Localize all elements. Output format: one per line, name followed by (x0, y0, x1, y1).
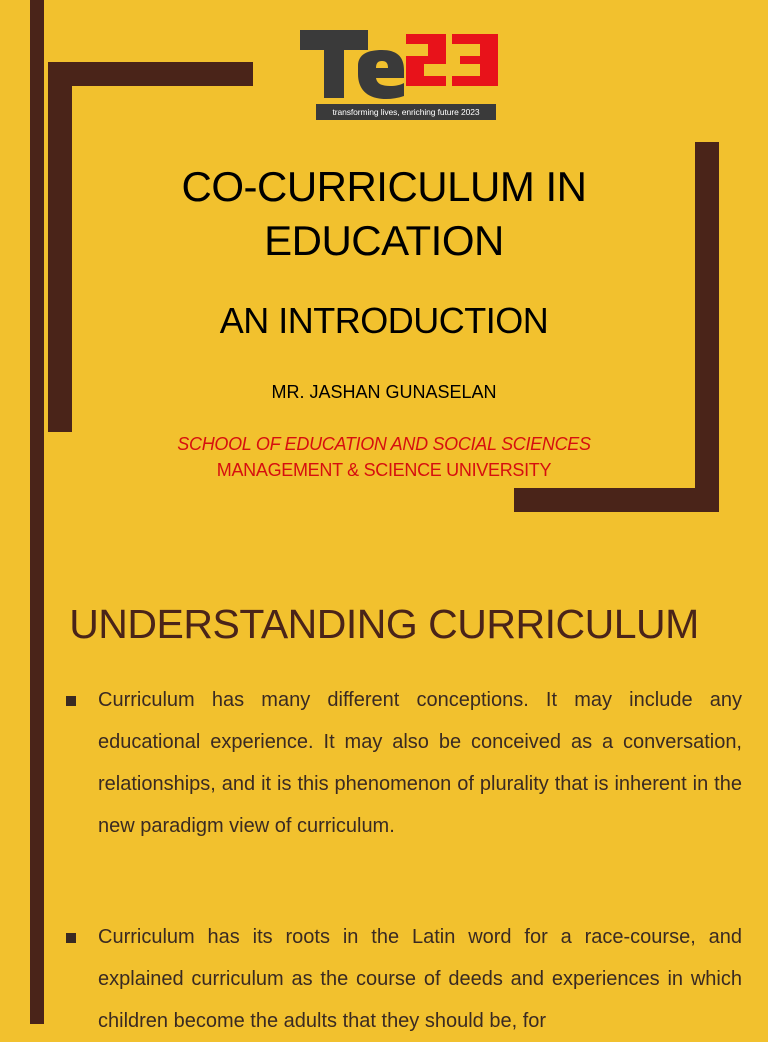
bullet-text: Curriculum has its roots in the Latin word for a race-course, and explained curriculum as the course of deeds and experiences in which children become the adults that they should be, for (98, 926, 742, 1032)
university-name: MANAGEMENT & SCIENCE UNIVERSITY (216, 460, 552, 480)
bullet-text: Curriculum has many different conceptions. It may include any educational experience. It may also be conceived as a conversation, relationships, and it is this phenomenon of plurality that is inherent in the new paradigm view of curriculum. (98, 689, 742, 837)
square-bullet-icon (66, 696, 76, 706)
te23-logo (298, 24, 502, 122)
slide-title (0, 160, 768, 268)
school-name: SCHOOL OF EDUCATION AND SOCIAL SCIENCES (177, 434, 591, 454)
slide-subtitle: AN INTRODUCTION (219, 300, 549, 341)
logo-tagline: transforming lives, enriching future 2023 (316, 104, 496, 120)
top-left-frame-horizontal (48, 62, 253, 86)
slide-title-line-2: EDUCATION (264, 217, 504, 264)
section-heading: UNDERSTANDING CURRICULUM (69, 601, 699, 647)
left-border-bar (30, 0, 44, 1024)
slide-title-line-1: CO-CURRICULUM IN (181, 163, 587, 210)
author-name: MR. JASHAN GUNASELAN (271, 382, 497, 402)
te23-logo-mark (298, 24, 502, 104)
square-bullet-icon (66, 933, 76, 943)
bottom-right-frame-horizontal (514, 488, 719, 512)
